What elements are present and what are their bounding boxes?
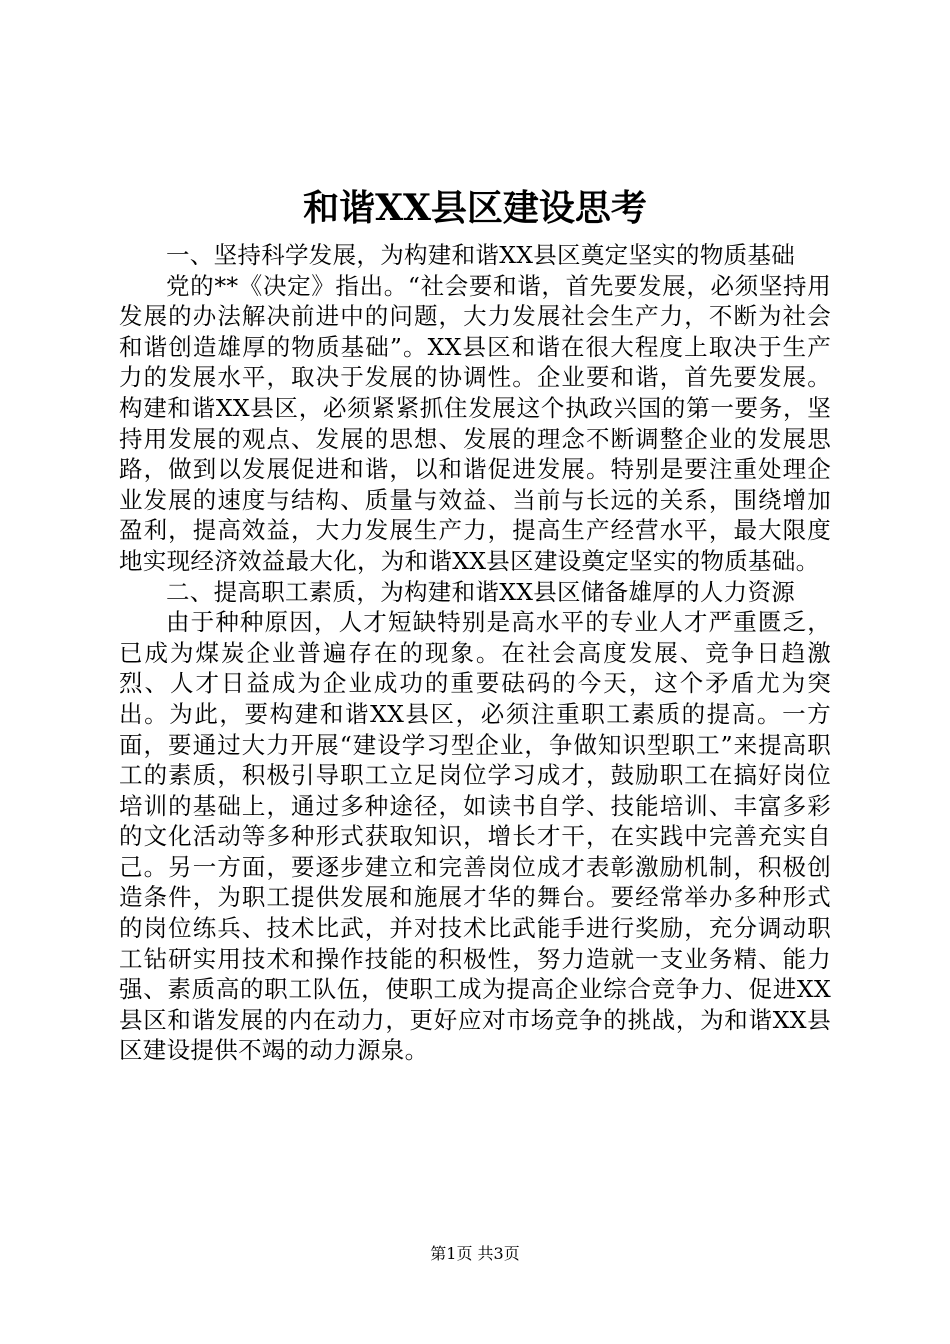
body-paragraph-1: 党的**《决定》指出。“社会要和谐，首先要发展，必须坚持用发展的办法解决前进中的问题，大力发展社会生产力，不断为社会和谐创造雄厚的物质基础”。XX县区和谐在很大程度上取决于生产力的发展水平，取决于发展的协调性。企业要和谐，首先要发展。构建和谐XX县区，必须紧紧抓住发展这个执政兴国的第一要务，坚持用发展的观点、发展的思想、发展的理念不断调整企业的发展思路，做到以发展促进和谐，以和谐促进发展。特别是要注重处理企业发展的速度与结构、质量与效益、当前与长远的关系，围绕增加盈利，提高效益，大力发展生产力，提高生产经营水平，最大限度地实现经济效益最大化，为和谐XX县区建设奠定坚实的物质基础。	[119, 271, 831, 575]
section-heading-1: 一、坚持科学发展，为构建和谐XX县区奠定坚实的物质基础	[166, 241, 796, 269]
section-heading-2: 二、提高职工素质，为构建和谐XX县区储备雄厚的人力资源	[166, 577, 796, 606]
document-body	[119, 240, 831, 1066]
page-footer: 第1页 共3页	[430, 1244, 520, 1263]
document-title: 和谐XX县区建设思考	[303, 187, 647, 229]
body-paragraph-2: 由于种种原因，人才短缺特别是高水平的专业人才严重匮乏，已成为煤炭企业普遍存在的现象。在社会高度发展、竞争日趋激烈、人才日益成为企业成功的重要砝码的今天，这个矛盾尤为突出。为此，要构建和谐XX县区，必须注重职工素质的提高。一方面，要通过大力开展“建设学习型企业，争做知识型职工”来提高职工的素质，积极引导职工立足岗位学习成才，鼓励职工在搞好岗位培训的基础上，通过多种途径，如读书自学、技能培训、丰富多彩的文化活动等多种形式获取知识，增长才干，在实践中完善充实自己。另一方面，要逐步建立和完善岗位成才表彰激励机制，积极创造条件，为职工提供发展和施展才华的舞台。要经常举办多种形式的岗位练兵、技术比武，并对技术比武能手进行奖励，充分调动职工钻研实用技术和操作技能的积极性，努力造就一支业务精、能力强、素质高的职工队伍，使职工成为提高企业综合竞争力、促进XX县区和谐发展的内在动力，更好应对市场竞争的挑战，为和谐XX县区建设提供不竭的动力源泉。	[119, 608, 831, 1065]
